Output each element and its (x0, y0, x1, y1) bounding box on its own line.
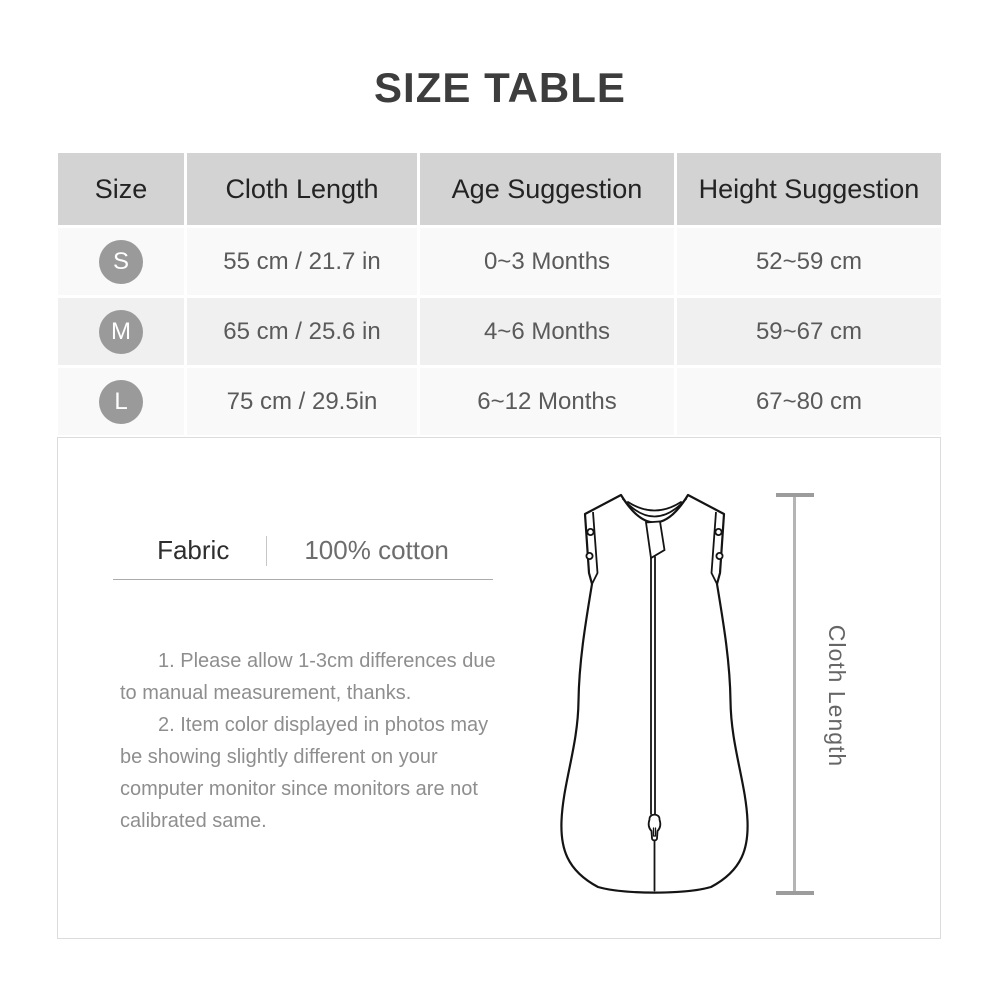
fabric-row (113, 535, 493, 580)
garment-diagram (544, 479, 874, 909)
measure-line (776, 495, 814, 893)
cell-height-m: 59~67 cm (677, 298, 941, 365)
column-header-height-suggestion: Height Suggestion (677, 153, 941, 225)
snap-button-icon (587, 529, 593, 535)
fabric-divider (266, 536, 267, 566)
info-panel (57, 437, 941, 939)
measure-label: Cloth Length (824, 624, 850, 768)
snap-button-icon (586, 553, 592, 559)
care-notes (120, 645, 540, 837)
page-title: SIZE TABLE (374, 64, 626, 111)
cell-cloth-length-m: 65 cm / 25.6 in (187, 298, 417, 365)
column-header-size: Size (58, 153, 184, 225)
note-line: calibrated same. (120, 810, 267, 832)
note-line: to manual measurement, thanks. (120, 682, 412, 704)
cell-height-l: 67~80 cm (677, 368, 941, 435)
cell-age-s: 0~3 Months (420, 228, 674, 295)
cell-age-m: 4~6 Months (420, 298, 674, 365)
table-row-l-size-cell (58, 368, 184, 435)
note-line: computer monitor since monitors are not (120, 778, 478, 800)
table-row-m-size-cell (58, 298, 184, 365)
snap-button-icon (716, 553, 722, 559)
fabric-label: Fabric (157, 535, 230, 565)
cell-age-l: 6~12 Months (420, 368, 674, 435)
size-badge-l: L (99, 380, 143, 424)
column-header-age-suggestion: Age Suggestion (420, 153, 674, 225)
table-row-s-size-cell (58, 228, 184, 295)
size-badge-s: S (99, 240, 143, 284)
cell-cloth-length-l: 75 cm / 29.5in (187, 368, 417, 435)
snap-button-icon (715, 529, 721, 535)
column-header-cloth-length: Cloth Length (187, 153, 417, 225)
size-table (58, 153, 941, 435)
fabric-value: 100% cotton (304, 535, 449, 565)
size-badge-m: M (99, 310, 143, 354)
cell-cloth-length-s: 55 cm / 21.7 in (187, 228, 417, 295)
note-line: 2. Item color displayed in photos may (158, 714, 489, 736)
note-line: be showing slightly different on your (120, 746, 438, 768)
cell-height-s: 52~59 cm (677, 228, 941, 295)
note-line: 1. Please allow 1-3cm differences due (158, 650, 496, 672)
